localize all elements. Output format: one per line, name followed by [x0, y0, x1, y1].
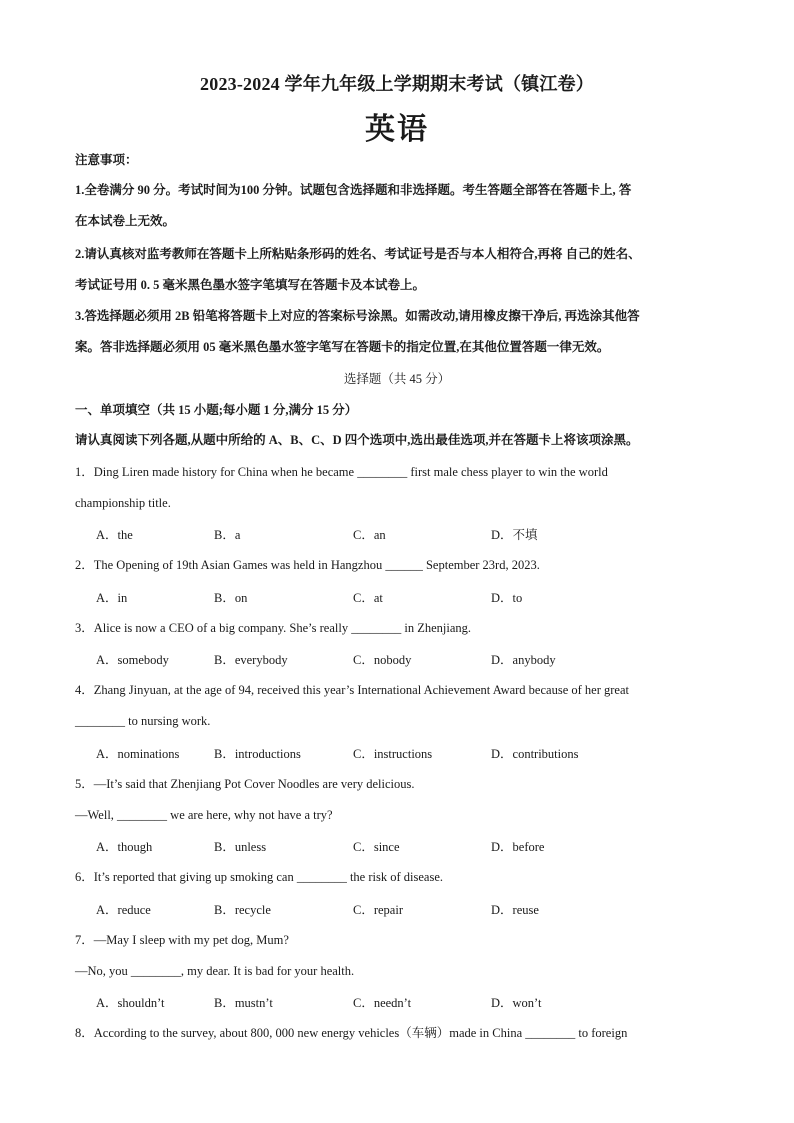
notice-line: 1.全卷满分 90 分。考试时间为100 分钟。试题包含选择题和非选择题。考生答题全部答在答题卡上, 答 — [75, 183, 632, 197]
notice-heading: 注意事项： — [75, 153, 138, 167]
notice-line: 在本试卷上无效。 — [75, 214, 176, 228]
question-3-text: 3．Alice is now a CEO of a big company. She’s really ________ in Zhenjiang. — [75, 621, 471, 635]
question-5-text: 5．—It’s said that Zhenjiang Pot Cover Noodles are very delicious. — [75, 777, 415, 791]
section-heading: 一、单项填空（共 15 小题;每小题 1 分,满分 15 分） — [75, 403, 358, 417]
question-6-option-d[interactable]: D．reuse — [491, 903, 539, 917]
question-3-option-a[interactable]: A．somebody — [96, 653, 169, 667]
question-6-text: 6．It’s reported that giving up smoking can ________ the risk of disease. — [75, 870, 443, 884]
question-1-option-d[interactable]: D．不填 — [491, 528, 538, 542]
question-4-text-cont: ________ to nursing work. — [75, 714, 211, 728]
question-5-option-a[interactable]: A．though — [96, 840, 153, 854]
question-7-option-d[interactable]: D．won’t — [491, 996, 542, 1010]
question-4-option-d[interactable]: D．contributions — [491, 747, 579, 761]
question-2-option-b[interactable]: B．on — [214, 591, 248, 605]
subject-title: 英语 — [365, 113, 429, 146]
question-2-text: 2．The Opening of 19th Asian Games was held in Hangzhou ______ September 23rd, 2023. — [75, 558, 540, 572]
section-instruction: 请认真阅读下列各题,从题中所给的 A、B、C、D 四个选项中,选出最佳选项,并在答题卡上将该项涂黑。 — [75, 433, 639, 447]
question-8-text: 8．According to the survey, about 800, 000 new energy vehicles（车辆）made in China ________ to foreign — [75, 1026, 628, 1040]
part-title: 选择题（共 45 分） — [343, 372, 451, 386]
question-4-text: 4．Zhang Jinyuan, at the age of 94, received this year’s International Achievement Award because of her great — [75, 683, 629, 697]
exam-title: 2023-2024 学年九年级上学期期末考试（镇江卷） — [200, 74, 594, 94]
question-3-option-b[interactable]: B．everybody — [214, 653, 288, 667]
question-1-text: 1．Ding Liren made history for China when he became ________ first male chess player to win the world — [75, 465, 608, 479]
question-2-option-a[interactable]: A．in — [96, 591, 128, 605]
question-1-text-cont: championship title. — [75, 496, 171, 510]
question-7-option-c[interactable]: C．needn’t — [353, 996, 412, 1010]
question-7-option-b[interactable]: B．mustn’t — [214, 996, 273, 1010]
question-6-option-b[interactable]: B．recycle — [214, 903, 271, 917]
question-6-option-a[interactable]: A．reduce — [96, 903, 151, 917]
question-1-option-a[interactable]: A．the — [96, 528, 133, 542]
question-5-option-c[interactable]: C．since — [353, 840, 400, 854]
question-3-option-d[interactable]: D．anybody — [491, 653, 556, 667]
question-7-text: 7．—May I sleep with my pet dog, Mum? — [75, 933, 289, 947]
question-2-option-d[interactable]: D．to — [491, 591, 523, 605]
question-7-option-a[interactable]: A．shouldn’t — [96, 996, 165, 1010]
question-3-option-c[interactable]: C．nobody — [353, 653, 412, 667]
notice-line: 2.请认真核对监考教师在答题卡上所粘贴条形码的姓名、考试证号是否与本人相符合,再将 自己的姓名、 — [75, 247, 641, 261]
question-5-option-b[interactable]: B．unless — [214, 840, 267, 854]
notice-line: 案。答非选择题必须用 05 毫米黑色墨水签字笔写在答题卡的指定位置,在其他位置答题一律无效。 — [75, 340, 610, 354]
notice-line: 3.答选择题必须用 2B 铅笔将答题卡上对应的答案标号涂黑。如需改动,请用橡皮擦干净后, 再选涂其他答 — [75, 309, 640, 323]
question-1-option-c[interactable]: C．an — [353, 528, 386, 542]
question-6-option-c[interactable]: C．repair — [353, 903, 403, 917]
notice-line: 考试证号用 0. 5 毫米黑色墨水签字笔填写在答题卡及本试卷上。 — [75, 278, 426, 292]
question-4-option-b[interactable]: B．introductions — [214, 747, 301, 761]
question-4-option-c[interactable]: C．instructions — [353, 747, 433, 761]
question-1-option-b[interactable]: B．a — [214, 528, 241, 542]
question-5-text-cont: —Well, ________ we are here, why not have a try? — [75, 808, 333, 822]
question-7-text-cont: —No, you ________, my dear. It is bad for your health. — [75, 964, 355, 978]
question-5-option-d[interactable]: D．before — [491, 840, 545, 854]
question-2-option-c[interactable]: C．at — [353, 591, 383, 605]
question-4-option-a[interactable]: A．nominations — [96, 747, 180, 761]
